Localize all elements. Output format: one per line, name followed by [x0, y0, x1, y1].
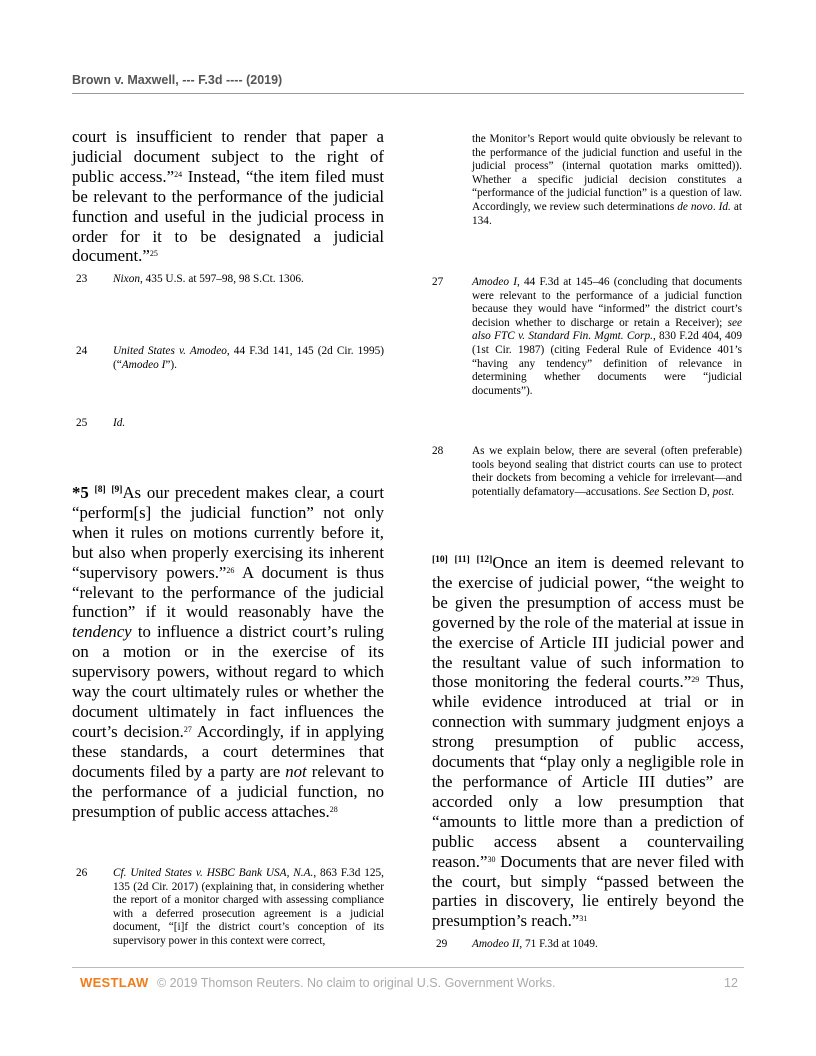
keycite-12[interactable]: [12] [476, 555, 493, 565]
footnote-ref-26[interactable]: 26 [226, 565, 235, 575]
case-link[interactable]: see also FTC v. Standard Fin. Mgmt. Corp. [472, 316, 742, 343]
copyright-notice: © 2019 Thomson Reuters. No claim to original U.S. Government Works. [157, 976, 556, 990]
footer-divider [72, 967, 744, 968]
footnote-number: 26 [76, 867, 88, 879]
paragraph-1: court is insufficient to render that paper a judicial document subject to the right of public access.”$^{24}$ Instead, “the item filed must be relevant to the performance of the judicial function and useful in the judicial process in order for it to be designated a judicial document.”$^{25}$ [72, 127, 385, 266]
page-number: 12 [724, 976, 738, 990]
case-link[interactable]: Cf. United States v. HSBC Bank USA, N.A. [113, 867, 314, 879]
footnote-ref-25[interactable]: 25 [149, 249, 158, 259]
westlaw-logo: WESTLAW [80, 975, 149, 990]
footnote-number: 24 [76, 345, 88, 357]
case-link[interactable]: Amodeo I [472, 276, 517, 288]
footnote-ref-31[interactable]: 31 [579, 914, 588, 924]
footnote-number: 28 [432, 445, 444, 457]
footnote-ref-24[interactable]: 24 [174, 169, 183, 179]
footnote-ref-28[interactable]: 28 [329, 804, 338, 814]
case-link[interactable]: United States v. Amodeo [113, 345, 227, 357]
case-link[interactable]: Amodeo II [472, 938, 520, 950]
footnote-ref-29[interactable]: 29 [691, 675, 700, 685]
footnote-ref-30[interactable]: 30 [487, 854, 496, 864]
document-header: Brown v. Maxwell, --- F.3d ---- (2019) [72, 73, 283, 87]
header-divider [72, 93, 744, 94]
paragraph-3: [10] [11] [12]Once an item is deemed relevant to the exercise of judicial power, “the weight to be given the presumption of access must be governed by the role of the material at issue in the exercise of Article III judicial power and the resultant value of such information to those monitoring the federal courts.”$^{29}$ Thus, while evidence introduced at trial or in connection with summary judgment enjoys a strong presumption of public access, documents that “play only a negligible role in the performance of Article III duties” are accorded only a low presumption that “amounts to little more than a prediction of public access absent a countervailing reason.”$^{30}$ Documents that are never filed with the court, but simply “passed between the parties in discovery, lie entirely beyond the presumption’s reach.”$^{31}$ [432, 553, 745, 931]
footnote-ref-27[interactable]: 27 [183, 724, 192, 734]
footnote-number: 29 [436, 938, 448, 950]
footnote-number: 25 [76, 417, 88, 429]
star-page: *5 [72, 483, 89, 502]
case-link[interactable]: Nixon [113, 273, 140, 285]
paragraph-2: *5 [8] [9]As our precedent makes clear, a court “perform[s] the judicial function” not only when it rules on motions currently before it, but also when properly exercising its inherent “supervisory powers.”$^{26}$ A document is thus “relevant to the performance of the judicial function” if it would reasonably have the tendency to influence a district court’s ruling on a motion or in the exercise of its supervisory powers, without regard to which way the court ultimately rules or whether the document ultimately in fact influences the court’s decision.$^{27}$ Accordingly, if in applying these standards, a court determines that documents filed by a party are not relevant to the performance of a judicial function, no presumption of public access attaches.$^{28}$ [72, 483, 385, 821]
keycite-8[interactable]: [8] [94, 485, 106, 495]
keycite-9[interactable]: [9] [111, 485, 123, 495]
footnote-number: 23 [76, 273, 88, 285]
footnote-number: 27 [432, 276, 444, 288]
keycite-11[interactable]: [11] [454, 555, 470, 565]
keycite-10[interactable]: [10] [432, 555, 448, 565]
